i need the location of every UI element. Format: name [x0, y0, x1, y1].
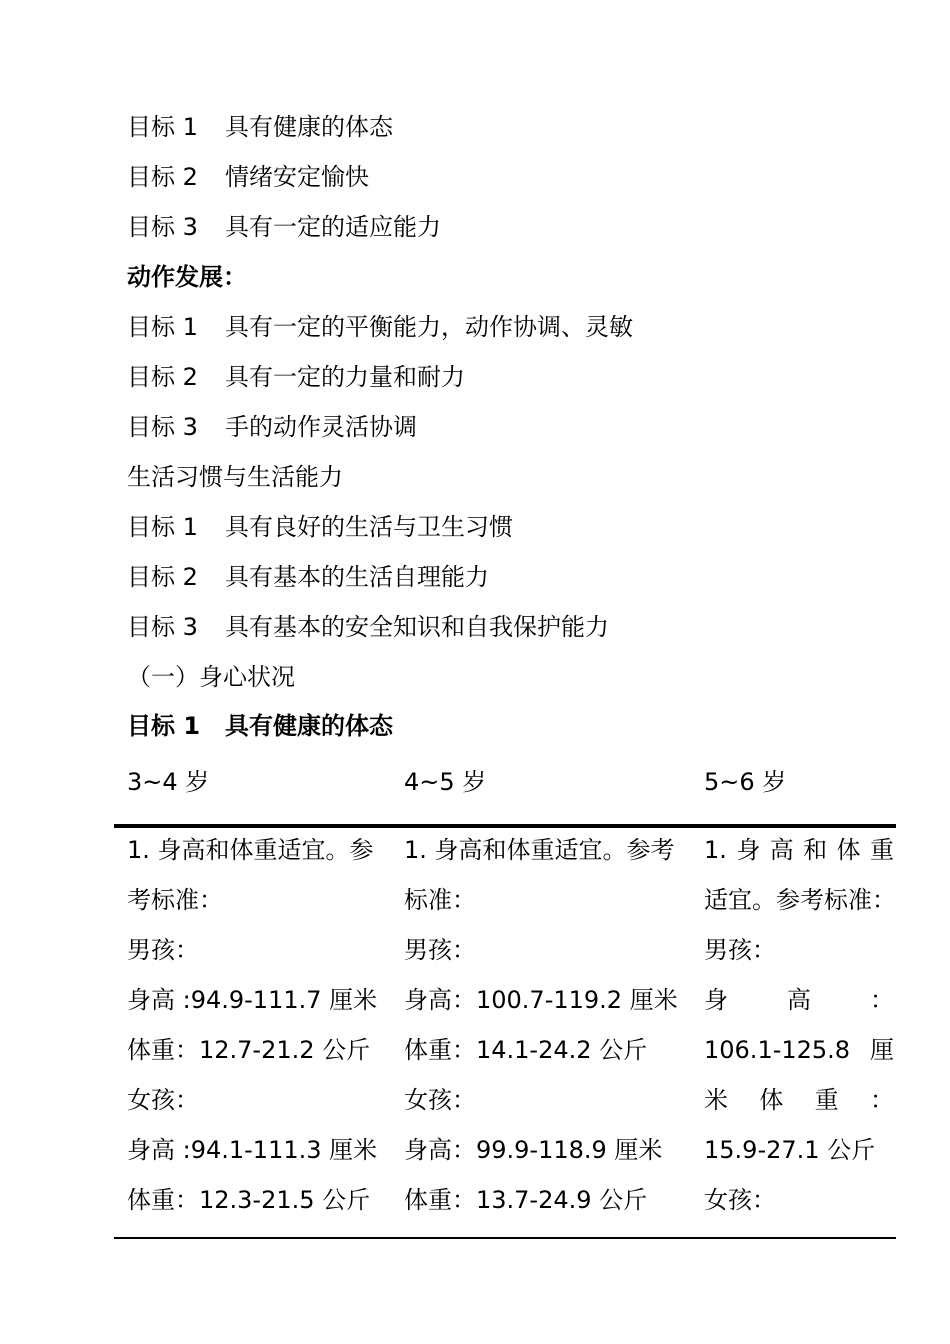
table-cell-line: 身高 :94.9-111.7 厘米 — [127, 986, 378, 1014]
table-cell-line: 体重：12.7-21.2 公斤 — [127, 1036, 371, 1064]
table-cell-fragment: 和 — [803, 836, 828, 864]
age-header-5-6: 5~6 岁 — [704, 768, 787, 796]
goal-text: 具有健康的体态 — [225, 712, 393, 740]
table-cell-line: 身高 :94.1-111.3 厘米 — [127, 1136, 378, 1164]
table-cell-line: 体重：12.3-21.5 公斤 — [127, 1186, 371, 1214]
table-cell-line — [704, 1183, 894, 1233]
text-line — [127, 512, 513, 542]
goal-number: 目标 3 — [127, 213, 198, 241]
table-cell-line — [704, 883, 894, 933]
table-cell-fragment: 身 — [736, 836, 761, 864]
goal-text: 具有一定的力量和耐力 — [225, 363, 465, 391]
text-line — [127, 162, 369, 192]
age-header-3-4: 3~4 岁 — [127, 768, 210, 796]
goal-text: （一）身心状况 — [127, 663, 295, 691]
table-cell-line — [704, 933, 894, 983]
table-cell-line: 1. 身高和体重适宜。参 — [127, 836, 374, 864]
table-cell-fragment: 15.9-27.1 公斤 — [704, 1136, 876, 1164]
text-line — [127, 412, 417, 442]
text-line — [127, 711, 393, 741]
goal-number: 目标 2 — [127, 363, 198, 391]
table-cell-fragment: 体 — [759, 1086, 784, 1114]
goal-number: 目标 2 — [127, 163, 198, 191]
goal-number: 目标 1 — [127, 712, 201, 740]
table-cell-line — [704, 1033, 894, 1083]
goal-text: 具有一定的平衡能力，动作协调、灵敏 — [225, 313, 633, 341]
table-cell-fragment: 1. — [704, 836, 727, 864]
table-cell-fragment: ： — [869, 1086, 894, 1114]
table-cell-line — [704, 833, 894, 883]
goal-text: 生活习惯与生活能力 — [127, 463, 343, 491]
table-cell-line: 身高：100.7-119.2 厘米 — [404, 986, 678, 1014]
text-line — [127, 262, 247, 292]
table-cell-line: 标准： — [404, 886, 476, 914]
table-cell-line: 女孩： — [404, 1086, 476, 1114]
text-line — [127, 562, 489, 592]
goal-number: 目标 2 — [127, 563, 198, 591]
table-cell-line: 体重：14.1-24.2 公斤 — [404, 1036, 648, 1064]
goal-number: 目标 3 — [127, 613, 198, 641]
text-line — [127, 662, 295, 692]
table-cell-line: 考标准： — [127, 886, 223, 914]
goal-text: 手的动作灵活协调 — [225, 413, 417, 441]
table-cell-fragment: 重 — [869, 836, 894, 864]
table-cell-fragment: 适宜。参考标准： — [704, 886, 896, 914]
table-column-3-4 — [127, 833, 389, 1233]
goal-text: 具有健康的体态 — [225, 113, 393, 141]
table-cell-fragment: 男孩： — [704, 936, 776, 964]
table-cell-line — [704, 1133, 894, 1183]
table-cell-line: 男孩： — [404, 936, 476, 964]
table-top-rule — [114, 824, 896, 828]
goal-text: 动作发展： — [127, 263, 247, 291]
goal-text: 情绪安定愉快 — [225, 163, 369, 191]
table-cell-fragment: ： — [870, 986, 894, 1014]
goal-text: 具有基本的生活自理能力 — [225, 563, 489, 591]
text-line — [127, 462, 343, 492]
text-line — [127, 212, 441, 242]
table-cell-fragment: 厘 — [870, 1036, 894, 1064]
goal-number: 目标 1 — [127, 313, 198, 341]
table-bottom-rule — [114, 1237, 896, 1239]
table-cell-line: 男孩： — [127, 936, 199, 964]
goal-text: 具有基本的安全知识和自我保护能力 — [225, 613, 609, 641]
goal-text: 具有良好的生活与卫生习惯 — [225, 513, 513, 541]
table-cell-fragment: 高 — [787, 986, 811, 1014]
table-cell-fragment: 高 — [769, 836, 794, 864]
table-cell-fragment: 身 — [704, 986, 728, 1014]
table-cell-fragment: 106.1-125.8 — [704, 1036, 851, 1064]
table-column-4-5 — [404, 833, 689, 1233]
text-line — [127, 612, 609, 642]
goal-text: 具有一定的适应能力 — [225, 213, 441, 241]
text-line — [127, 112, 393, 142]
goal-number: 目标 1 — [127, 513, 198, 541]
age-header-4-5: 4~5 岁 — [404, 768, 487, 796]
table-cell-line: 体重：13.7-24.9 公斤 — [404, 1186, 648, 1214]
table-cell-line: 身高：99.9-118.9 厘米 — [404, 1136, 663, 1164]
table-cell-line — [704, 1083, 894, 1133]
text-line — [127, 362, 465, 392]
table-cell-line: 女孩： — [127, 1086, 199, 1114]
table-cell-line — [704, 983, 894, 1033]
table-cell-fragment: 体 — [836, 836, 861, 864]
table-cell-fragment: 米 — [704, 1086, 728, 1114]
text-line — [127, 312, 633, 342]
table-cell-fragment: 重 — [814, 1086, 839, 1114]
goal-number: 目标 1 — [127, 113, 198, 141]
table-column-5-6 — [704, 833, 894, 1233]
table-cell-line: 1. 身高和体重适宜。参考 — [404, 836, 675, 864]
table-cell-fragment: 女孩： — [704, 1186, 776, 1214]
goal-number: 目标 3 — [127, 413, 198, 441]
